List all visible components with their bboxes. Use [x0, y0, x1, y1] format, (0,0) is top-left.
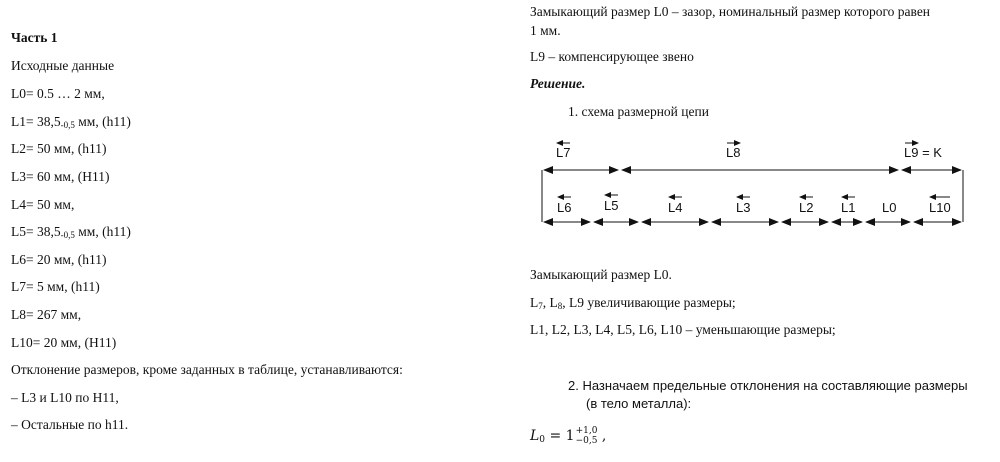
label-l3: L3: [736, 200, 751, 215]
initial-data-heading: Исходные данные: [11, 58, 115, 73]
label-l0: L0: [882, 200, 897, 215]
closing-dimension-ref: Замыкающий размер L0.: [530, 267, 672, 282]
label-l1: L1: [841, 200, 856, 215]
label-l6: L6: [557, 200, 572, 215]
solution-heading: Решение.: [530, 76, 586, 91]
dimension-chain-diagram: [530, 130, 970, 230]
step-1: 1. схема размерной цепи: [568, 104, 709, 119]
dim-l7: L7= 5 мм, (h11): [11, 279, 100, 294]
formula-l0: $L_0 = 1$ +1,0 −0,5 ,: [530, 426, 607, 446]
label-l2: L2: [799, 200, 814, 215]
part-heading: Часть 1: [11, 30, 58, 45]
dim-l5: $L5= 38,5_{-0,5}$ мм, (h11): [11, 224, 131, 240]
dim-l4: L4= 50 мм,: [11, 197, 75, 212]
label-l10: L10: [929, 200, 951, 215]
compensator-text: L9 – компенсирующее звено: [530, 49, 694, 64]
decreasing-dimensions: L1, L2, L3, L4, L5, L6, L10 – уменьшающие размеры;: [530, 322, 836, 337]
label-l4: L4: [668, 200, 683, 215]
dim-l2: L2= 50 мм, (h11): [11, 141, 107, 156]
dim-l10: L10= 20 мм, (H11): [11, 335, 117, 350]
step-2-cont: (в тело металла):: [586, 396, 692, 411]
dim-l0: L0= 0.5 … 2 мм,: [11, 86, 105, 101]
increasing-dimensions: $L_7$, $L_8$, L9 увеличивающие размеры;: [530, 295, 736, 311]
step-2: 2. Назначаем предельные отклонения на составляющие размеры: [568, 378, 968, 393]
label-l5: L5: [604, 198, 619, 213]
label-l7: L7: [556, 145, 571, 160]
label-l8: L8: [726, 145, 741, 160]
deviation-note: Отклонение размеров, кроме заданных в таблице, устанавливаются:: [11, 362, 403, 377]
closing-dimension-text: Замыкающий размер L0 – зазор, номинальный размер которого равен: [530, 4, 931, 19]
deviation-rule-2: – Остальные по h11.: [11, 417, 129, 432]
deviation-rule-1: – L3 и L10 по H11,: [11, 390, 119, 405]
dim-l8: L8= 267 мм,: [11, 307, 82, 322]
dim-l3: L3= 60 мм, (H11): [11, 169, 110, 184]
label-l9-k: L9 = K: [904, 145, 942, 160]
closing-dimension-text-cont: 1 мм.: [530, 23, 561, 38]
dim-l6: L6= 20 мм, (h11): [11, 252, 107, 267]
dim-l1: $L1= 38,5_{-0,5}$ мм, (h11): [11, 114, 131, 130]
